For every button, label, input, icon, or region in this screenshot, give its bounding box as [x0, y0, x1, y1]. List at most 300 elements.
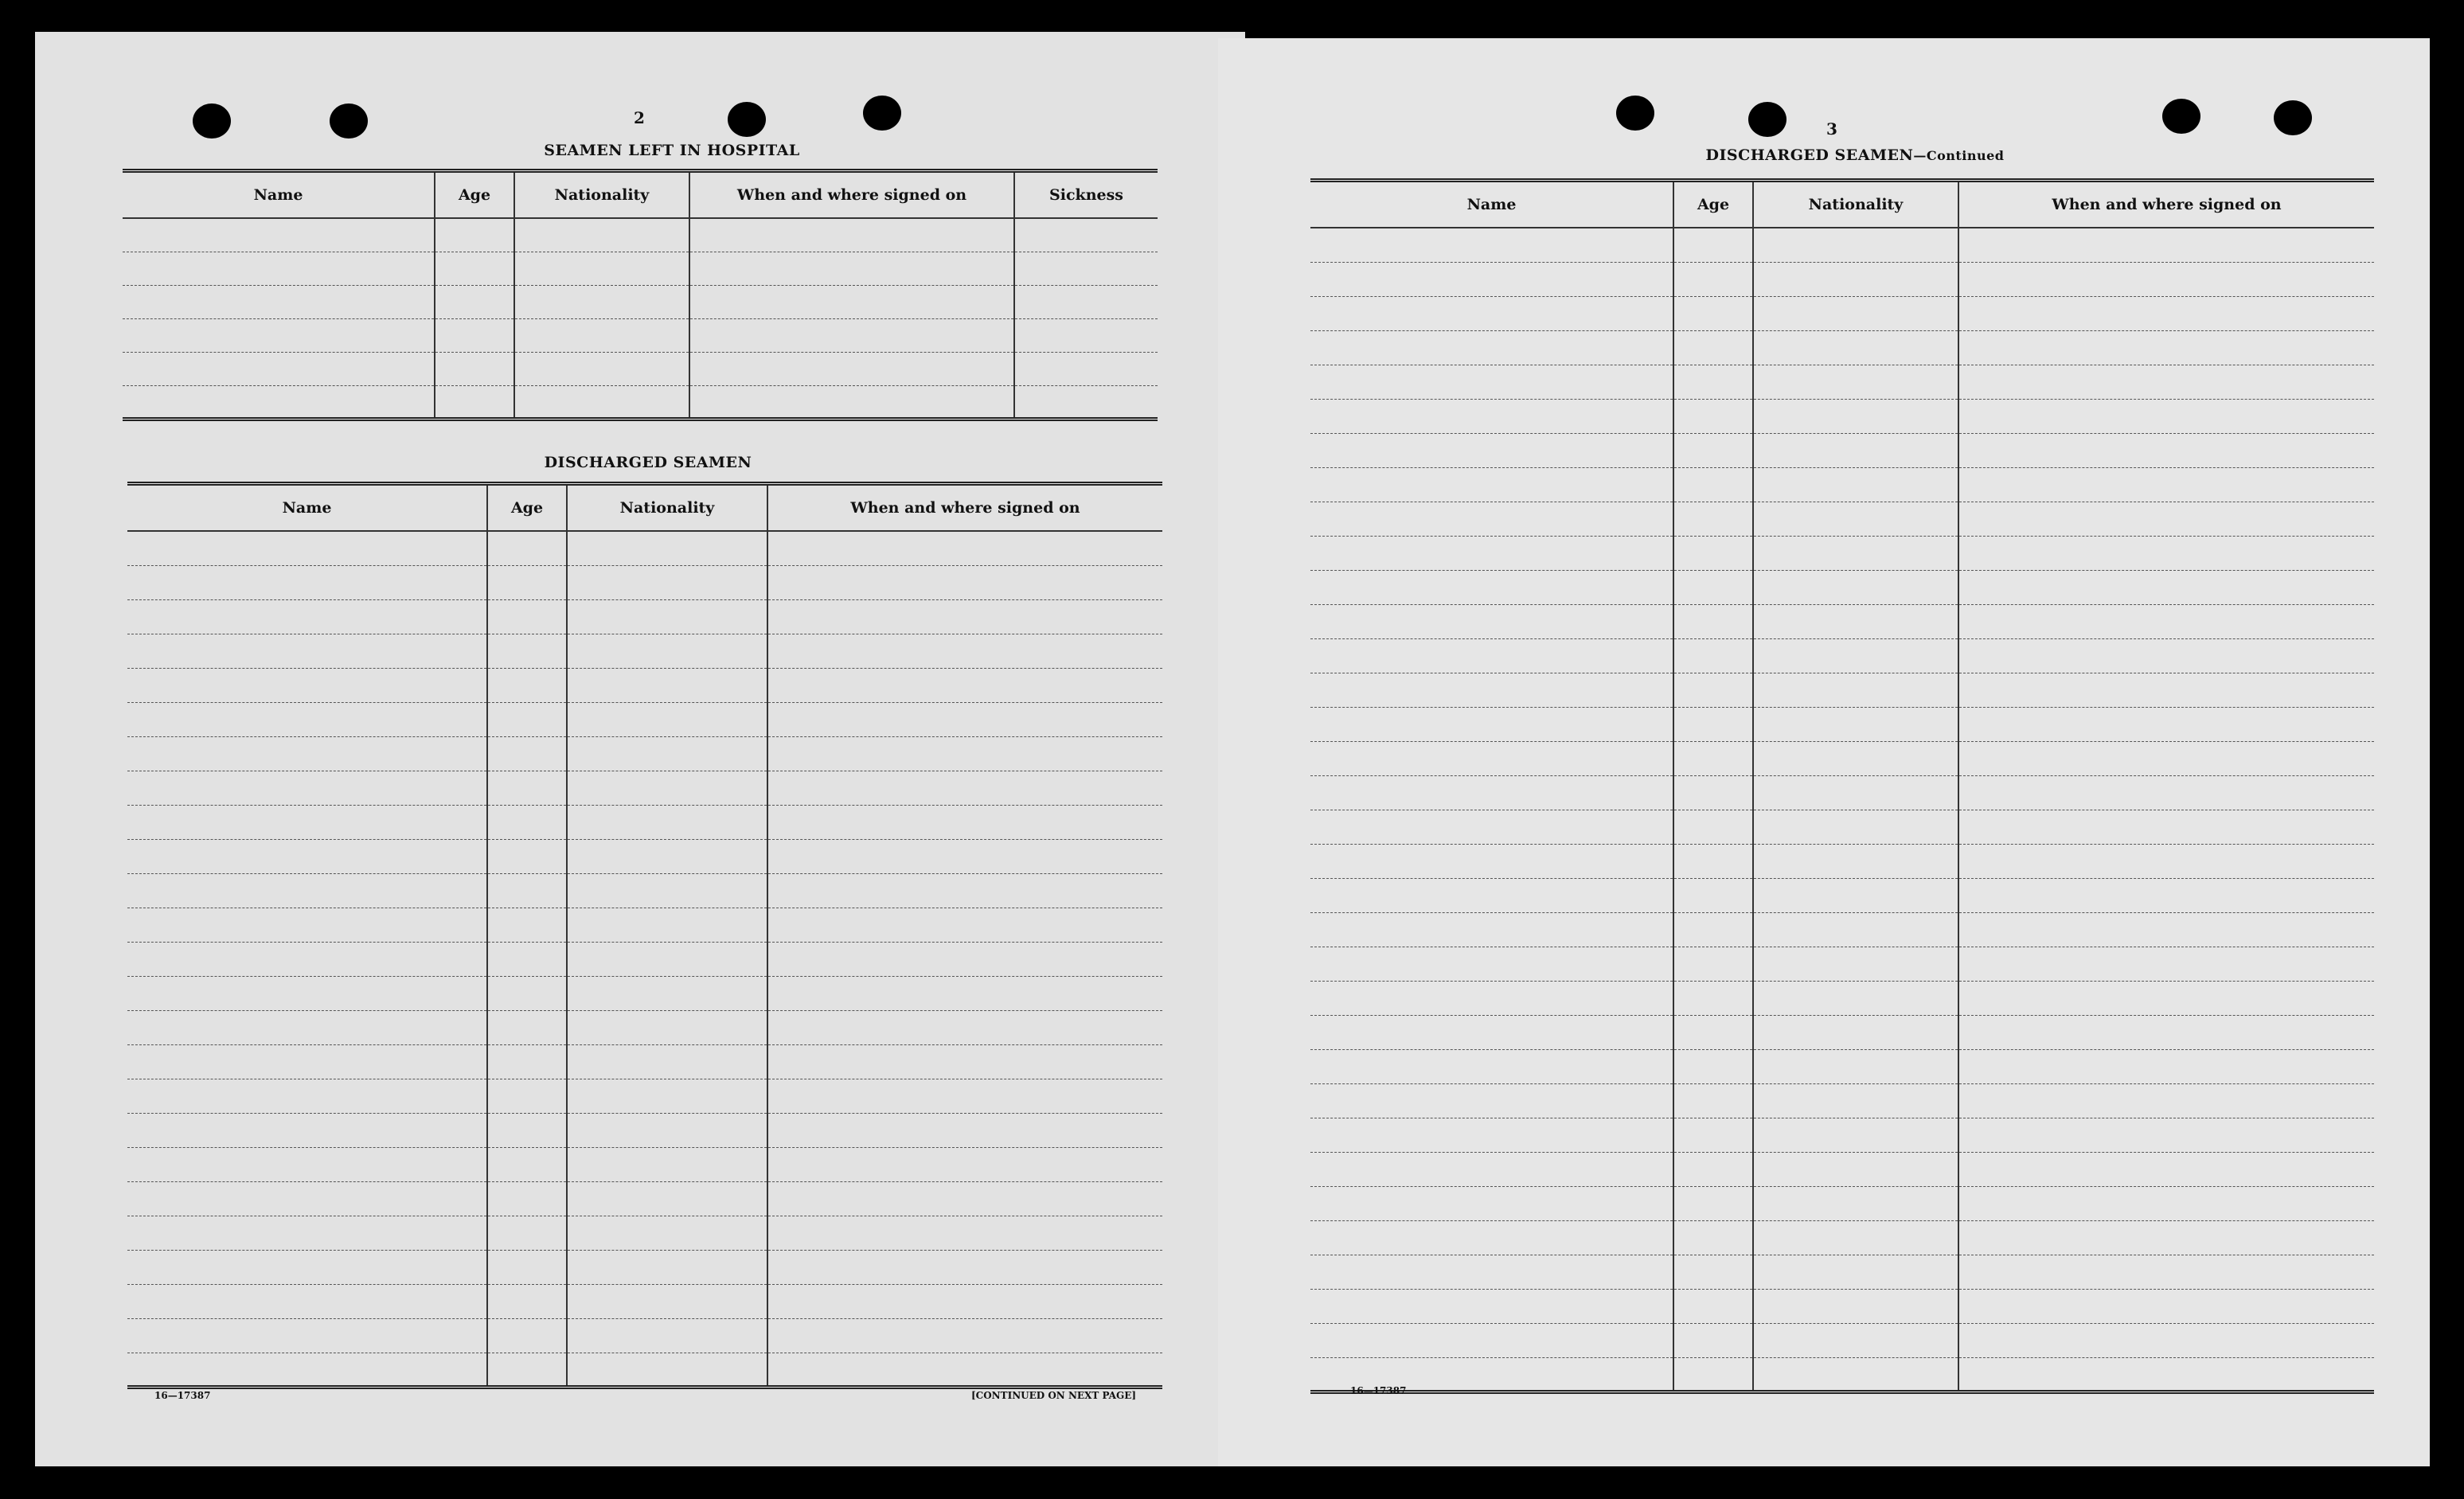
table-cell	[1014, 285, 1158, 318]
column-header-age: Age	[1673, 181, 1753, 228]
table-cell	[127, 531, 487, 565]
table-cell	[1958, 467, 2374, 502]
table-cell	[1958, 365, 2374, 399]
column-header-age: Age	[435, 171, 514, 219]
table-cell	[1310, 1323, 1673, 1357]
table-cell	[767, 976, 1162, 1010]
table-cell	[1753, 433, 1958, 467]
table-cell	[767, 771, 1162, 805]
table-cell	[1673, 604, 1753, 638]
table-row	[1310, 467, 2374, 502]
table-cell	[1958, 262, 2374, 296]
table-cell	[1958, 912, 2374, 947]
table-cell	[127, 1284, 487, 1318]
table-row	[1310, 775, 2374, 810]
table-row	[127, 1216, 1162, 1250]
table-cell	[127, 702, 487, 736]
table-row	[1310, 433, 2374, 467]
table-cell	[1310, 467, 1673, 502]
table-cell	[1958, 1357, 2374, 1392]
table-cell	[567, 942, 767, 976]
table-cell	[1673, 912, 1753, 947]
table-cell	[1310, 912, 1673, 947]
table-cell	[1753, 912, 1958, 947]
table-row	[127, 1044, 1162, 1079]
table-cell	[1673, 707, 1753, 741]
table-cell	[1958, 433, 2374, 467]
page-number: 3	[1826, 119, 1837, 139]
table-cell	[127, 1181, 487, 1216]
table-cell	[1310, 775, 1673, 810]
table-row	[123, 218, 1158, 252]
punch-hole	[193, 103, 231, 139]
table-row	[127, 976, 1162, 1010]
table-cell	[127, 942, 487, 976]
table-cell	[1958, 981, 2374, 1015]
column-header-sickness: Sickness	[1014, 171, 1158, 219]
table-row	[1310, 947, 2374, 981]
table-cell	[1673, 1049, 1753, 1083]
table-cell	[487, 942, 567, 976]
table-cell	[567, 531, 767, 565]
table-cell	[487, 1250, 567, 1284]
table-cell	[767, 1318, 1162, 1353]
table-cell	[487, 908, 567, 942]
table-cell	[1310, 707, 1673, 741]
continued-note: [CONTINUED ON NEXT PAGE]	[971, 1390, 1137, 1401]
table-row	[1310, 741, 2374, 775]
table-row	[1310, 878, 2374, 912]
table-cell	[1673, 502, 1753, 536]
table-cell	[689, 218, 1014, 252]
table-cell	[567, 1079, 767, 1113]
table-cell	[1673, 981, 1753, 1015]
table-row	[127, 1318, 1162, 1353]
table-cell	[1753, 399, 1958, 433]
table-cell	[567, 634, 767, 668]
table-row	[127, 736, 1162, 771]
table-cell	[127, 873, 487, 908]
table-cell	[1753, 296, 1958, 330]
table-cell	[1958, 741, 2374, 775]
table-cell	[1014, 318, 1158, 352]
table-cell	[1310, 947, 1673, 981]
table-cell	[567, 1216, 767, 1250]
table-cell	[1673, 1289, 1753, 1323]
table-cell	[1310, 1049, 1673, 1083]
table-cell	[127, 599, 487, 634]
discharged-continued-title	[1632, 146, 2078, 164]
table-cell	[127, 1044, 487, 1079]
table-cell	[1310, 536, 1673, 570]
table-row	[123, 252, 1158, 285]
right-page	[1218, 38, 2430, 1466]
table-row	[127, 1250, 1162, 1284]
table-cell	[127, 634, 487, 668]
punch-hole	[1748, 102, 1786, 137]
table-cell	[1310, 844, 1673, 878]
table-row	[127, 805, 1162, 839]
column-header-nationality: Nationality	[567, 484, 767, 532]
table-cell	[1310, 981, 1673, 1015]
table-cell	[1753, 1049, 1958, 1083]
table-cell	[1673, 399, 1753, 433]
table-cell	[1958, 330, 2374, 365]
table-row	[1310, 1220, 2374, 1255]
table-cell	[1673, 1220, 1753, 1255]
table-cell	[689, 352, 1014, 385]
table-cell	[514, 285, 689, 318]
table-cell	[1753, 1323, 1958, 1357]
table-cell	[767, 1353, 1162, 1387]
table-cell	[487, 1353, 567, 1387]
table-cell	[1673, 536, 1753, 570]
table-row	[1310, 638, 2374, 673]
table-cell	[1753, 604, 1958, 638]
table-row	[127, 531, 1162, 565]
table-cell	[127, 908, 487, 942]
table-row	[1310, 536, 2374, 570]
table-cell	[767, 1147, 1162, 1181]
table-cell	[487, 668, 567, 702]
punch-hole	[728, 102, 766, 137]
table-cell	[1958, 228, 2374, 262]
table-cell	[1753, 536, 1958, 570]
table-cell	[127, 1216, 487, 1250]
table-row	[127, 839, 1162, 873]
table-cell	[1673, 467, 1753, 502]
table-cell	[567, 1147, 767, 1181]
table-cell	[1310, 1015, 1673, 1049]
table-cell	[127, 1010, 487, 1044]
table-cell	[767, 1010, 1162, 1044]
table-cell	[689, 252, 1014, 285]
table-cell	[1673, 365, 1753, 399]
table-cell	[1673, 296, 1753, 330]
table-cell	[123, 218, 435, 252]
table-row	[1310, 262, 2374, 296]
table-row	[127, 668, 1162, 702]
table-cell	[1753, 638, 1958, 673]
table-cell	[1753, 1255, 1958, 1289]
table-cell	[567, 976, 767, 1010]
table-cell	[487, 634, 567, 668]
table-cell	[1753, 1083, 1958, 1118]
table-cell	[1958, 1083, 2374, 1118]
table-cell	[1673, 433, 1753, 467]
table-cell	[1673, 1323, 1753, 1357]
table-cell	[487, 1181, 567, 1216]
table-cell	[567, 702, 767, 736]
table-row	[127, 1181, 1162, 1216]
table-cell	[1310, 1118, 1673, 1152]
table-row	[1310, 810, 2374, 844]
table-cell	[127, 565, 487, 599]
table-cell	[1958, 844, 2374, 878]
punch-hole	[863, 96, 901, 131]
table-row	[1310, 1118, 2374, 1152]
table-row	[123, 352, 1158, 385]
table-row	[127, 908, 1162, 942]
table-cell	[487, 736, 567, 771]
table-cell	[767, 565, 1162, 599]
discharged-table	[1310, 178, 2374, 1394]
table-cell	[1310, 262, 1673, 296]
table-cell	[1753, 844, 1958, 878]
table-cell	[1958, 604, 2374, 638]
table-row	[127, 702, 1162, 736]
table-cell	[1310, 638, 1673, 673]
table-cell	[127, 1250, 487, 1284]
table-cell	[767, 1250, 1162, 1284]
table-cell	[1958, 1323, 2374, 1357]
table-cell	[1673, 1083, 1753, 1118]
punch-hole	[1616, 96, 1654, 131]
table-cell	[435, 252, 514, 285]
table-row	[1310, 365, 2374, 399]
column-header-name: Name	[1310, 181, 1673, 228]
table-cell	[567, 771, 767, 805]
table-cell	[1310, 1289, 1673, 1323]
table-cell	[1753, 570, 1958, 604]
table-cell	[1958, 1220, 2374, 1255]
column-header-signed-on: When and where signed on	[767, 484, 1162, 532]
table-cell	[1673, 810, 1753, 844]
table-cell	[514, 385, 689, 419]
table-cell	[487, 771, 567, 805]
column-header-name: Name	[127, 484, 487, 532]
table-cell	[1310, 810, 1673, 844]
table-row	[127, 1113, 1162, 1147]
table-cell	[567, 736, 767, 771]
table-cell	[435, 318, 514, 352]
table-row	[1310, 570, 2374, 604]
table-cell	[1753, 262, 1958, 296]
table-cell	[1753, 981, 1958, 1015]
table-row	[1310, 1152, 2374, 1186]
table-cell	[514, 318, 689, 352]
table-cell	[1014, 252, 1158, 285]
table-cell	[1753, 1152, 1958, 1186]
table-cell	[1753, 947, 1958, 981]
table-cell	[487, 599, 567, 634]
table-cell	[1958, 638, 2374, 673]
table-cell	[487, 873, 567, 908]
table-cell	[767, 668, 1162, 702]
table-cell	[767, 1216, 1162, 1250]
left-page	[35, 32, 1245, 1466]
table-row	[127, 1147, 1162, 1181]
table-row	[1310, 1323, 2374, 1357]
table-cell	[567, 565, 767, 599]
table-cell	[1310, 604, 1673, 638]
table-cell	[435, 218, 514, 252]
table-cell	[567, 599, 767, 634]
table-cell	[1673, 1015, 1753, 1049]
table-cell	[1958, 1152, 2374, 1186]
table-cell	[1673, 1255, 1753, 1289]
table-cell	[767, 805, 1162, 839]
table-cell	[1673, 570, 1753, 604]
table-cell	[1310, 296, 1673, 330]
table-cell	[1753, 1118, 1958, 1152]
table-cell	[1673, 947, 1753, 981]
table-cell	[567, 1010, 767, 1044]
table-row	[1310, 330, 2374, 365]
table-cell	[123, 252, 435, 285]
table-row	[1310, 296, 2374, 330]
table-cell	[767, 873, 1162, 908]
table-cell	[514, 218, 689, 252]
table-cell	[1310, 1186, 1673, 1220]
table-cell	[1958, 1255, 2374, 1289]
table-cell	[567, 668, 767, 702]
column-header-nationality: Nationality	[514, 171, 689, 219]
table-cell	[487, 1113, 567, 1147]
table-cell	[767, 908, 1162, 942]
table-cell	[1753, 741, 1958, 775]
table-cell	[567, 1353, 767, 1387]
table-cell	[1958, 502, 2374, 536]
table-cell	[127, 1079, 487, 1113]
table-row	[1310, 502, 2374, 536]
table-cell	[1958, 1015, 2374, 1049]
table-cell	[767, 1044, 1162, 1079]
table-cell	[123, 385, 435, 419]
table-cell	[487, 531, 567, 565]
form-code: 16—17387	[154, 1390, 211, 1401]
table-cell	[1310, 330, 1673, 365]
table-cell	[1673, 330, 1753, 365]
table-cell	[487, 1284, 567, 1318]
table-row	[1310, 1357, 2374, 1392]
table-cell	[1673, 878, 1753, 912]
table-cell	[127, 839, 487, 873]
table-cell	[1958, 296, 2374, 330]
table-row	[1310, 1015, 2374, 1049]
continued-suffix: —Continued	[1913, 148, 2005, 163]
page-number: 2	[634, 108, 645, 127]
table-cell	[567, 805, 767, 839]
table-cell	[127, 1318, 487, 1353]
table-cell	[1673, 638, 1753, 673]
table-cell	[767, 1181, 1162, 1216]
table-row	[1310, 1186, 2374, 1220]
table-cell	[567, 1250, 767, 1284]
table-cell	[127, 1113, 487, 1147]
table-cell	[567, 1284, 767, 1318]
table-cell	[487, 976, 567, 1010]
table-cell	[1753, 365, 1958, 399]
table-cell	[689, 385, 1014, 419]
table-cell	[767, 736, 1162, 771]
table-cell	[487, 1318, 567, 1353]
header-row	[1310, 181, 2374, 228]
hospital-section-title: SEAMEN LEFT IN HOSPITAL	[544, 142, 800, 159]
table-cell	[1958, 878, 2374, 912]
table-row	[1310, 912, 2374, 947]
table-cell	[567, 839, 767, 873]
table-cell	[1014, 352, 1158, 385]
table-cell	[767, 531, 1162, 565]
table-cell	[1673, 262, 1753, 296]
table-row	[127, 1353, 1162, 1387]
table-cell	[1310, 673, 1673, 707]
table-cell	[767, 1113, 1162, 1147]
hospital-table	[123, 169, 1158, 421]
table-row	[1310, 844, 2374, 878]
table-row	[1310, 1255, 2374, 1289]
table-cell	[127, 805, 487, 839]
header-row	[123, 171, 1158, 219]
table-cell	[514, 352, 689, 385]
table-row	[1310, 399, 2374, 433]
table-cell	[1753, 330, 1958, 365]
punch-hole	[2274, 100, 2312, 135]
table-cell	[127, 668, 487, 702]
table-cell	[127, 736, 487, 771]
table-cell	[1673, 228, 1753, 262]
table-cell	[567, 908, 767, 942]
form-code: 16—17387	[1350, 1385, 1407, 1396]
table-row	[127, 942, 1162, 976]
table-cell	[689, 285, 1014, 318]
table-cell	[767, 1079, 1162, 1113]
table-cell	[1673, 673, 1753, 707]
table-cell	[1673, 775, 1753, 810]
table-cell	[1958, 399, 2374, 433]
table-cell	[487, 1079, 567, 1113]
table-cell	[1673, 844, 1753, 878]
punch-hole	[330, 103, 368, 139]
table-row	[1310, 673, 2374, 707]
table-cell	[1958, 810, 2374, 844]
table-cell	[1958, 1049, 2374, 1083]
table-cell	[435, 385, 514, 419]
table-row	[1310, 707, 2374, 741]
table-cell	[1958, 536, 2374, 570]
table-cell	[767, 942, 1162, 976]
table-cell	[1673, 1118, 1753, 1152]
table-cell	[1753, 502, 1958, 536]
table-row	[123, 318, 1158, 352]
column-header-age: Age	[487, 484, 567, 532]
column-header-signed-on: When and where signed on	[1958, 181, 2374, 228]
table-cell	[1958, 947, 2374, 981]
table-cell	[767, 634, 1162, 668]
table-row	[127, 1079, 1162, 1113]
table-row	[1310, 1083, 2374, 1118]
table-cell	[1958, 707, 2374, 741]
table-cell	[1310, 502, 1673, 536]
table-row	[127, 565, 1162, 599]
table-cell	[127, 1353, 487, 1387]
table-cell	[1310, 365, 1673, 399]
table-row	[127, 634, 1162, 668]
table-cell	[1753, 1186, 1958, 1220]
table-cell	[127, 771, 487, 805]
table-cell	[1673, 741, 1753, 775]
punch-hole	[2162, 99, 2200, 134]
table-cell	[435, 285, 514, 318]
table-cell	[567, 1318, 767, 1353]
table-cell	[1753, 810, 1958, 844]
table-cell	[1753, 775, 1958, 810]
table-cell	[435, 352, 514, 385]
table-cell	[514, 252, 689, 285]
table-cell	[1310, 878, 1673, 912]
table-cell	[567, 1181, 767, 1216]
